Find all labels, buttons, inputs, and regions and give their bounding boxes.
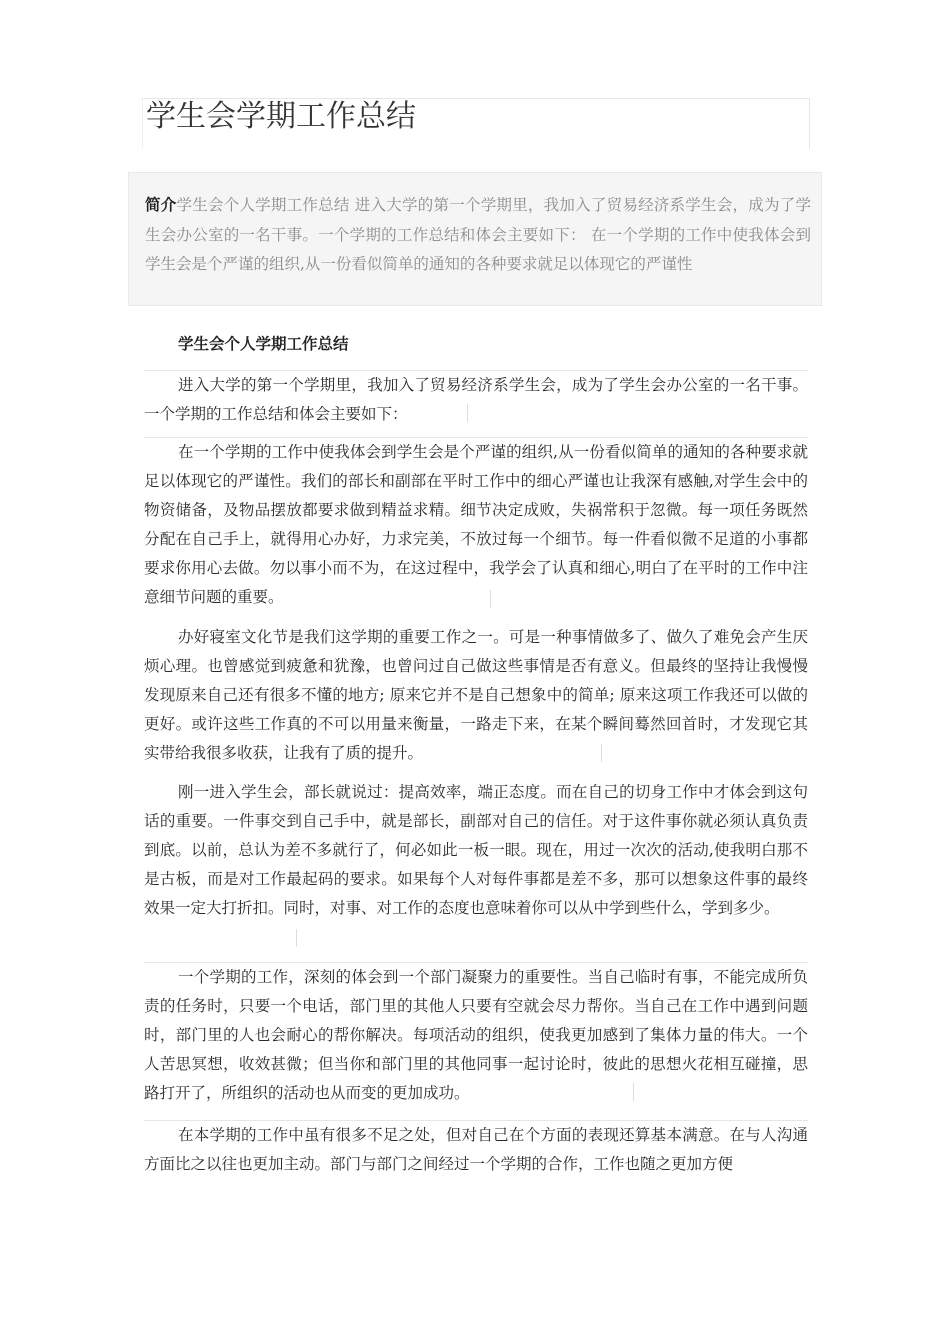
paragraph-4: 刚一进入学生会，部长就说过：提高效率，端正态度。而在自己的切身工作中才体会到这句话的重要。一件事交到自己手中，就是部长，副部对自己的信任。对于这件事你就必须认真负责到底。以前，总认为差不多就行了，何必如此一板一眼。现在，用过一次次的活动,使我明白那不是古板，而是对工作最起码的要求。如果每个人对每件事都是差不多，那可以想象这件事的最终效果一定大打折扣。同时，对事、对工作的态度也意味着你可以从中学到些什么，学到多少。 — [144, 783, 808, 917]
page-title: 学生会学期工作总结 — [146, 99, 416, 134]
paragraph-end-marker — [490, 590, 491, 608]
section-heading: 学生会个人学期工作总结 — [178, 334, 349, 353]
paragraph-6: 在本学期的工作中虽有很多不足之处，但对自己在个方面的表现还算基本满意。在与人沟通方面比之以往也更加主动。部门与部门之间经过一个学期的合作，工作也随之更加方便 — [144, 1120, 808, 1179]
paragraph-end-marker — [296, 929, 297, 947]
paragraph-3: 办好寝室文化节是我们这学期的重要工作之一。可是一种事情做多了、做久了难免会产生厌烦心理。也曾感觉到疲惫和犹豫，也曾问过自己做这些事情是否有意义。但最终的坚持让我慢慢发现原来自己还有很多不懂的地方; 原来它并不是自己想象中的简单; 原来这项工作我还可以做的更好。或许这些工作真的不可以用量来衡量，一路走下来，在某个瞬间蓦然回首时，才发现它其实带给我很多收获，让我有了质的提升。 — [144, 628, 808, 762]
summary-body: 学生会个人学期工作总结 进入大学的第一个学期里，我加入了贸易经济系学生会，成为了学生会办公室的一名干事。一个学期的工作总结和体会主要如下： 在一个学期的工作中使我体会到学生会是个严谨的组织,从一份看似简单的通知的各种要求就足以体现它的严谨性 — [145, 196, 811, 273]
summary-box — [128, 172, 822, 306]
paragraph-2: 在一个学期的工作中使我体会到学生会是个严谨的组织,从一份看似简单的通知的各种要求就足以体现它的严谨性。我们的部长和副部在平时工作中的细心严谨也让我深有感触,对学生会中的物资储备，及物品摆放都要求做到精益求精。细节决定成败，失祸常积于忽微。每一项任务既然分配在自己手上，就得用心办好，力求完美，不放过每一个细节。每一件看似微不足道的小事都要求你用心去做。勿以事小而不为，在这过程中，我学会了认真和细心,明白了在平时的工作中注意细节问题的重要。 — [144, 437, 808, 612]
title-box — [142, 98, 810, 149]
paragraph-end-marker — [633, 1083, 634, 1101]
summary-label: 简介 — [145, 195, 177, 214]
paragraph-5: 一个学期的工作，深刻的体会到一个部门凝聚力的重要性。当自己临时有事，不能完成所负责的任务时，只要一个电话，部门里的其他人只要有空就会尽力帮你。当自己在工作中遇到问题时，部门里的人也会耐心的帮你解决。每项活动的组织，使我更加感到了集体力量的伟大。一个人苦思冥想，收效甚微；但当你和部门里的其他同事一起讨论时，彼此的思想火花相互碰撞，思路打开了，所组织的活动也从而变的更加成功。 — [144, 962, 808, 1108]
paragraph-1: 进入大学的第一个学期里，我加入了贸易经济系学生会，成为了学生会办公室的一名干事。一个学期的工作总结和体会主要如下： — [144, 370, 808, 429]
paragraph-end-marker — [601, 744, 602, 762]
summary-text — [145, 190, 811, 280]
paragraph-end-marker — [467, 404, 468, 422]
